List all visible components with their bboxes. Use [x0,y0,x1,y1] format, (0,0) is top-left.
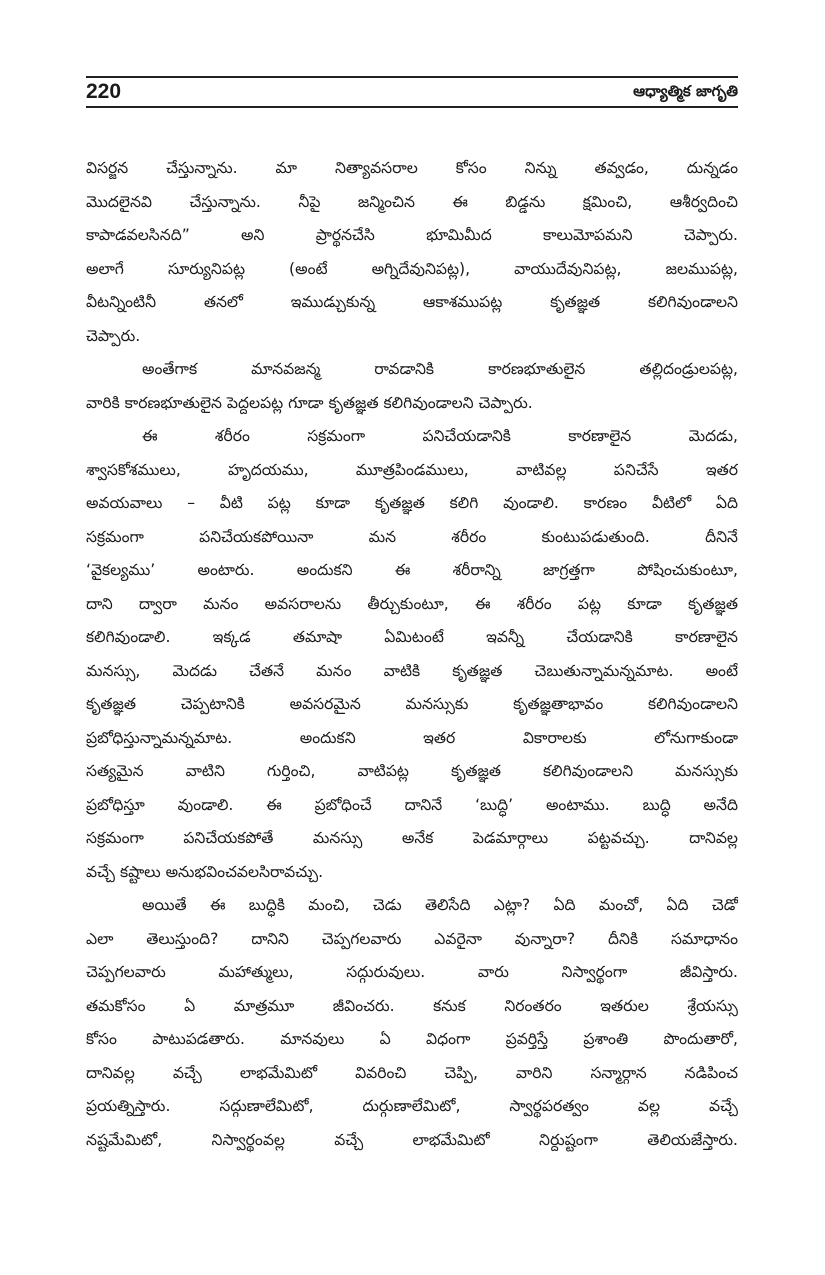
text-line: తమకోసం ఏ మాత్రమూ జీవించరు. కనుక నిరంతరం ఇతరుల శ్రేయస్సు [86,996,738,1015]
text-line: ప్రబోధిస్తున్నామన్నమాట. అందుకని ఇతర వికారాలకు లోనుగాకుండా [86,728,738,747]
text-line: విసర్జన చేస్తున్నాను. మా నిత్యావసరాల కోసం నిన్ను తవ్వడం, దున్నడం [86,159,738,177]
running-title: ఆధ్యాత్మిక జాగృతి [633,82,738,100]
text-line: అంతేగాక మానవజన్మ రావడానికి కారణభూతులైన తల్లిదండ్రులపట్ల, [142,360,738,378]
paragraph-4 [86,889,738,1157]
text-line: అవయవాలు – వీటి పట్ల కూడా కృతజ్ఞత కలిగి వుండాలి. కారణం వీటిలో ఏది [86,494,738,512]
text-line: అయితే ఈ బుద్ధికి మంచి, చెడు తెలిసేది ఎట్లా? ఏది మంచో, ఏది చెడో [142,896,738,914]
text-line: శ్వాసకోశములు, హృదయము, మూత్రపిండములు, వాటివల్ల పనిచేసే ఇతర [86,460,738,479]
text-line: వచ్చే కష్టాలు అనుభవించవలసిరావచ్చు. [86,862,324,881]
text-line: సక్రమంగా పనిచేయకపోతే మనస్సు అనేక పెడమార్గాలు పట్టవచ్చు. దానివల్ల [86,829,738,847]
text-line: అలాగే సూర్యునిపట్ల (అంటే అగ్నిదేవునిపట్ల), వాయుదేవునిపట్ల, జలముపట్ల, [86,259,738,278]
text-line: ఈ శరీరం సక్రమంగా పనిచేయడానికి కారణాలైన మెదడు, [142,427,738,445]
header-top-rule [86,76,738,78]
text-line: దానివల్ల వచ్చే లాభమేమిటో వివరించి చెప్పి, వారిని సన్మార్గాన నడిపించ [86,1063,738,1082]
text-line: ప్రయత్నిస్తారు. సద్గుణాలేమిటో, దుర్గుణాలేమిటో, స్వార్థపరత్వం వల్ల వచ్చే [86,1097,738,1115]
page-number: 220 [86,80,122,103]
text-line: కృతజ్ఞత చెప్పటానికి అవసరమైన మనస్సుకు కృతజ్ఞతాభావం కలిగివుండాలని [86,695,738,713]
text-line: నష్టమేమిటో, నిస్వార్థంవల్ల వచ్చే లాభమేమిటో నిర్దుష్టంగా తెలియజేస్తారు. [86,1130,738,1149]
text-line: కాపాడవలసినది” అని ప్రార్థనచేసి భూమిమీద కాలుమోపమని చెప్పారు. [86,226,738,244]
paragraph-2 [86,353,738,420]
text-line: చెప్పారు. [86,326,141,345]
text-line: ఎలా తెలుస్తుంది? దానిని చెప్పగలవారు ఎవరైనా వున్నారా? దీనికి సమాధానం [86,929,738,948]
book-page [86,70,738,1157]
paragraph-1 [86,152,738,353]
text-line: వారికి కారణభూతులైన పెద్దలపట్ల గూడా కృతజ్ఞత కలిగివుండాలని చెప్పారు. [86,393,533,412]
paragraph-3 [86,420,738,889]
text-line: మనస్సు, మెదడు చేతనే మనం వాటికి కృతజ్ఞత చెబుతున్నామన్నమాట. అంటే [86,661,738,680]
text-line: సత్యమైన వాటిని గుర్తించి, వాటిపట్ల కృతజ్ఞత కలిగివుండాలని మనస్సుకు [86,762,738,780]
text-line: కోసం పాటుపడతారు. మానవులు ఏ విధంగా ప్రవర్తిస్తే ప్రశాంతి పొందుతారో, [86,1030,738,1048]
text-line: చెప్పగలవారు మహాత్ములు, సద్గురువులు. వారు నిస్వార్థంగా జీవిస్తారు. [86,963,738,981]
text-line: వీటన్నింటినీ తనలో ఇముడ్చుకున్న ఆకాశముపట్ల కృతజ్ఞత కలిగివుండాలని [86,293,738,311]
text-line: ‘వైకల్యము’ అంటారు. అందుకని ఈ శరీరాన్ని జాగ్రత్తగా పోషించుకుంటూ, [86,561,738,579]
text-line: దాని ద్వారా మనం అవసరాలను తీర్చుకుంటూ, ఈ శరీరం పట్ల కూడా కృతజ్ఞత [86,594,738,613]
text-line: మొదలైనవి చేస్తున్నాను. నీపై జన్మించిన ఈ బిడ్డను క్షమించి, ఆశీర్వదించి [86,192,738,211]
body-text [86,152,738,1157]
text-line: ప్రబోధిస్తూ వుండాలి. ఈ ప్రబోధించే దానినే ‘బుద్ధి’ అంటాము. బుద్ధి అనేది [86,795,738,814]
text-line: కలిగివుండాలి. ఇక్కడ తమాషా ఏమిటంటే ఇవన్నీ చేయడానికి కారణాలైన [86,628,738,646]
page-header [86,70,738,108]
text-line: సక్రమంగా పనిచేయకపోయినా మన శరీరం కుంటుపడుతుంది. దీనినే [86,527,738,546]
